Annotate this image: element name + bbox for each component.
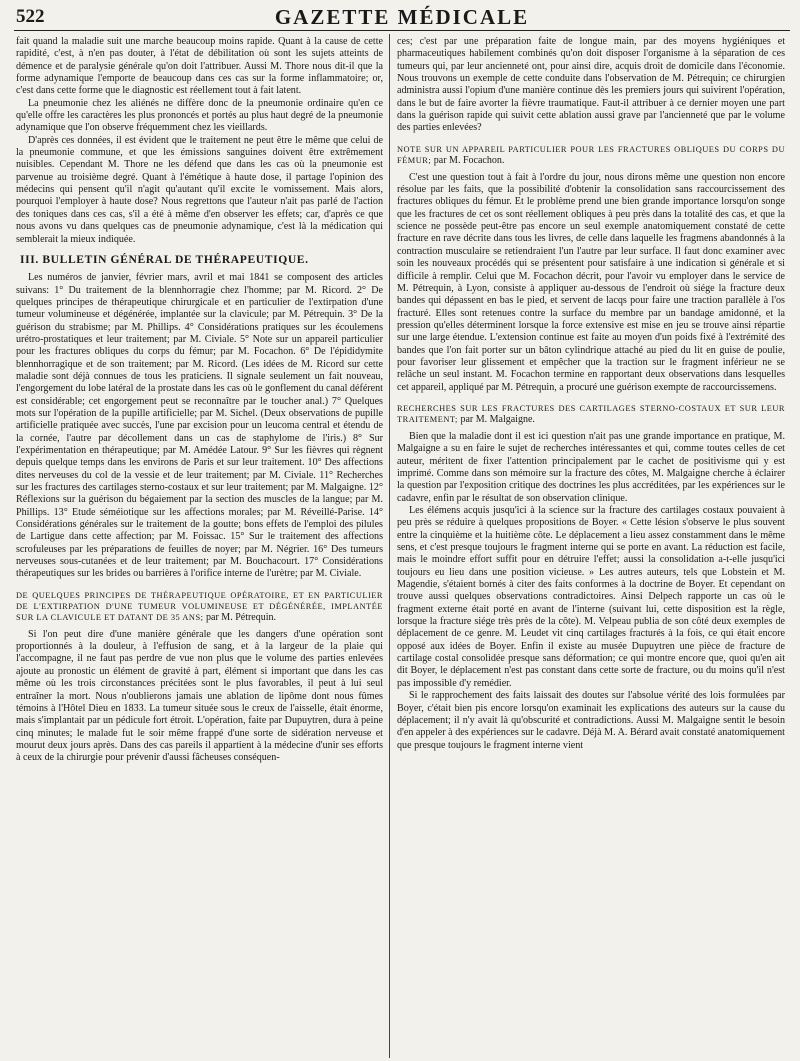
paragraph: C'est une question tout à fait à l'ordre du jour, nous dirons même une question non encore résolue par les faits, que la possibilité d'obtenir la consolidation sans raccourcissement des fractures obliques du fémur. Et le problème prend une bien grande importance lorsqu'on songe que les fractures de cet os sont réellement obliques à peu près dans la totalité des cas, et que la science ne possède peut-être pas encore un seul exemple anatomiquement constaté de cette fracture en rave décrite dans tous les livres, de celle dans laquelle les fragmens abandonnés à la contraction musculaire se retiendraient l'un l'autre par leur surface. Il faut donc examiner avec soin les nouveaux procédés qui se présentent pour satisfaire à une indication si générale et si difficile à remplir. Celui que M. Focachon décrit, pour l'avoir vu employer dans le service de M. Pétrequin, à Lyon, consiste à appliquer au-dessous de l'endroit où siége la fracture deux bandes qui dépassent en bas le pied, et servent de lacqs pour faire une traction parallèle à l'os fracturé. Elles sont retenues contre la surface du membre par un bandage amidonné, et la pression qu'elles déterminent lorsque la force extensive est mise en jeu se trouve ainsi répartie sur une large étendue. L'extension continue est faite au moyen d'un poids fixé à l'extrémité des bandes que l'on fait porter sur un bâton cylindrique attaché au pied du lit en guise de poulie, pour favoriser leur glissement et empêcher que la traction sur le fragment inférieur ne se relâche un seul instant. M. Focachon termine en rapportant deux observations dans lesquelles cet appareil, appliqué par M. Pétrequin, a procuré une guérison exempte de raccourcissemens. (397, 171, 785, 393)
journal-title: GAZETTE MÉDICALE (274, 5, 530, 29)
section-title: III. BULLETIN GÉNÉRAL DE THÉRAPEUTIQUE. (20, 252, 309, 266)
article-title-text: DE QUELQUES PRINCIPES DE THÉRAPEUTIQUE OPÉRATOIRE, ET EN PARTICULIER DE L'EXTIRPATION D'UNE TUMEUR VOLUMINEUSE ET DÉGÉNÉRÉE, IMPLANTÉE SUR LA CLAVICULE ET DATANT DE 35 ANS; (16, 590, 383, 622)
left-column (16, 36, 383, 1056)
paragraph: Bien que la maladie dont il est ici question n'ait pas une grande importance en pratique, M. Malgaigne a su en faire le sujet de recherches intéressantes et qui, comme toutes celles de cet auteur, méritent de fixer l'attention principalement par le cachet de positivisme qui y est imprimé. Comme dans son mémoire sur la fracture des côtes, M. Malgaigne cherche à éclairer la question par l'exposition critique des doctrines les plus accréditées, par les expériences sur le cadavre, enfin par le résultat de son observation clinique. (397, 430, 785, 504)
paragraph: La pneumonie chez les aliénés ne diffère donc de la pneumonie ordinaire qu'en ce qu'elle offre les caractères les plus prononcés et portés au plus haut degré de la pneumonie adynamique que l'on observe fréquemment chez les vieillards. (16, 97, 383, 134)
paragraph: ces; c'est par une préparation faite de longue main, par des moyens hygiéniques et pharmaceutiques habilement combinés qu'on doit disposer l'organisme à la séparation de ces tumeurs qui, par leur ancienneté ont, pour ainsi dire, acquis droit de domicile dans l'économie. Nous trouvons un exemple de cette conduite dans l'observation de M. Pétrequin; ce chirurgien administra aussi l'opium d'une manière continue dès les premiers jours qui suivirent l'opération, dans le but de faire avorter la fièvre traumatique. Faut-il attribuer à ce dernier moyen une part dans la guérison rapide qui suivit cette ablation aussi grave par l'ancienneté que par le volume des parties enlevées? (397, 36, 785, 134)
paragraph: Si l'on peut dire d'une manière générale que les dangers d'une opération sont proportionnés à la douleur, à l'effusion de sang, et à la largeur de la plaie qui l'accompagne, il ne faut pas perdre de vue non plus que le volume des parties enlevées ajoute au pronostic un élément de gravité à part, élément si important que dans les cas même où les trois circonstances précitées sont le plus favorables, il peut à lui seul entraîner la mort. Nous n'oublierons jamais une ablation de lipôme dont nous fûmes témoins à l'Hôtel Dieu en 1833. La tumeur située sous le creux de l'aisselle, était énorme, mais s'implantait par un pédicule fort étroit. L'opération, faite par Dupuytren, dura à peine cinq minutes; le malade fut le soir même frappé d'une sorte de sidération nerveuse et mourut deux jours après. Dans des cas pareils il appartient à la médecine d'unir ses efforts à ceux de la chirurgie pour prévenir d'aussi fâcheuses conséquen- (16, 628, 383, 764)
paragraph: Les numéros de janvier, février mars, avril et mai 1841 se composent des articles suivans: 1° Du traitement de la blennhorragie chez l'homme; par M. Ricord. 2° De quelques principes de thérapeutique chirurgicale et en particulier de l'extirpation d'une tumeur volumineuse et dégénérée, implantée sur la clavicule; par M. Pétrequin. 3° De la guérison du strabisme; par M. Phillips. 4° Considérations pratiques sur les écoulemens urétro-prostatiques et leur traitement; par M. Civiale. 5° Note sur un appareil particulier pour les fractures obliques du corps du fémur; par M. Focachon. 6° De l'épididymite blennhorragique et de son traitement; par M. Ricord. (Les idées de M. Ricord sur cette maladie sont déjà connues de tous les praticiens. Il signale seulement un fait nouveau, l'engorgement du lobe latéral de la prostate dans les cas où le gonflement du canal déférent est considérable; cet engorgement peut se reconnaître par le toucher anal.) 7° Quelques mots sur l'opération de la pupille artificielle; par M. Sichel. (Deux observations de pupille artificielle pratiquée avec succès, l'une par excision pour un leucoma central et étendu de la cornée, l'autre par décollement dans un cas de staphylome de l'iris.) 8° Sur l'expérimentation en thérapeutique; par M. Amédée Latour. 9° Sur les fièvres qui règnent depuis quelque temps dans les environs de Paris et sur leur traitement. 10° Des affections dites nerveuses du col de la vessie et de leur traitement; par M. Civiale. 11° Recherches sur les fractures des cartilages sterno-costaux et sur leur traitement; par M. Malgaigne. 12° Réflexions sur la guérison du bégaiement par la section des muscles de la langue; par M. Phillips. 13° Etude séméiotique sur les affections morales; par M. Réveillé-Parise. 14° Considérations générales sur le traitement de la goutte; bons effets de l'emploi des pilules de Lartigue dans cette affection; par M. Foissac. 15° Sur le traitement des affections scrofuleuses par les préparations de feuilles de noyer; par M. Négrier. 16° Des tumeurs nerveuses sous-cutanées et de leur traitement; par M. Bouchacourt. 17° Considérations thérapeutiques sur les brides ou barrières à l'orifice interne de l'urètre; par M. Civiale. (16, 272, 383, 580)
paragraph: fait quand la maladie suit une marche beaucoup moins rapide. Quant à la cause de cette rapidité, c'est, à n'en pas douter, à l'état de débilitation où sont les sujets atteints de démence et de paralysie générale qu'on doit l'attribuer. Aussi M. Thore nous dit-il que la forme adynamique l'emporte de beaucoup dans ces cas sur la forme inflammatoire; or, c'est dans cette forme que le diagnostic est réellement tout à fait latent. (16, 36, 383, 97)
article-title (397, 144, 785, 166)
paragraph: D'après ces données, il est évident que le traitement ne peut être le même que celui de la pneumonie commune, et que les émissions sanguines doivent être extrêmement nuisibles. Cependant M. Thore ne les défend que dans les cas où la pneumonie est parvenue au troisième degré. Quant à l'émétique à haute dose, il partage l'opinion des médecins qui pensent qu'il n'agit qu'autant qu'il excite le vomissement. Mais alors, pourquoi l'employer à haute dose? Nous regrettons que l'auteur n'ait pas parlé de l'action des toniques dans ces cas, s'il a été à même d'en observer les effets; car, d'après ce que nous avons vu dans quelques cas de pneumonie adynamique, c'est là la médication qui semblerait la mieux indiquée. (16, 134, 383, 245)
article-title-text: NOTE SUR UN APPAREIL PARTICULIER POUR LES FRACTURES OBLIQUES DU CORPS DU FÉMUR; (397, 144, 785, 165)
page-number: 522 (16, 6, 45, 27)
article-title (397, 403, 785, 425)
article-title-text: RECHERCHES SUR LES FRACTURES DES CARTILAGES STERNO-COSTAUX ET SUR LEUR TRAITEMENT; (397, 403, 785, 424)
article-title (16, 590, 383, 623)
paragraph: Les élémens acquis jusqu'ici à la science sur la fracture des cartilages costaux pouvaient à peu près se réduire à quelques propositions de Boyer. « Cette lésion s'observe le plus souvent entre la cinquième et la huitième côte. Le déplacement a lieu assez constamment dans le même sens, et c'est presque toujours le fragment interne qui se porte en avant. La réduction est facile, mais le moindre effort suffit pour en détruire l'effet; aussi la consolidation a-t-elle jusqu'ici toujours eu lieu dans une position vicieuse. » Les autres auteurs, tels que Lobstein et M. Magendie, s'étaient bornés à citer des faits conformes à la doctrine de Boyer. Et cependant on trouve aussi quelques observations contradictoires. Ainsi Delpech rapporte un cas où le fragment externe était porté en avant de l'interne (suivant lui, cette disposition est la règle, lorsque la fracture siége très près de la côte). M. Velpeau publia de son côté deux exemples de déplacement de ce genre. M. Leudet vit cinq cartilages fracturés à la fois, ce qui était encore opposé aux idées de Boyer. Enfin il existe au musée Dupuytren une pièce de fracture de cartilage costal consolidée presque sans déformation; ce qui montre encore que, quoi qu'en ait dit Boyer, le déplacement n'est pas constant dans cette sorte de fracture, ou du moins qu'il n'est pas impossible d'y remédier. (397, 505, 785, 689)
column-divider (389, 34, 390, 1058)
article-author: par M. Pétrequin. (206, 611, 277, 623)
page-header (14, 4, 790, 31)
article-author: par M. Focachon. (433, 154, 505, 166)
article-author: par M. Malgaigne. (460, 413, 535, 425)
paragraph: Si le rapprochement des faits laissait des doutes sur l'absolue vérité des lois formulées par Boyer, c'était bien pis encore lorsqu'on examinait les explications des auteurs sur la cause du déplacement; il n'y avait là qu'obscurité et contradictions. Aussi M. Malgaigne sentit le besoin d'en appeler à des expériences sur le cadavre. Déjà M. A. Bérard avait constaté anatomiquement que presque toujours le fragment interne vient (397, 690, 785, 751)
right-column (397, 36, 785, 1056)
